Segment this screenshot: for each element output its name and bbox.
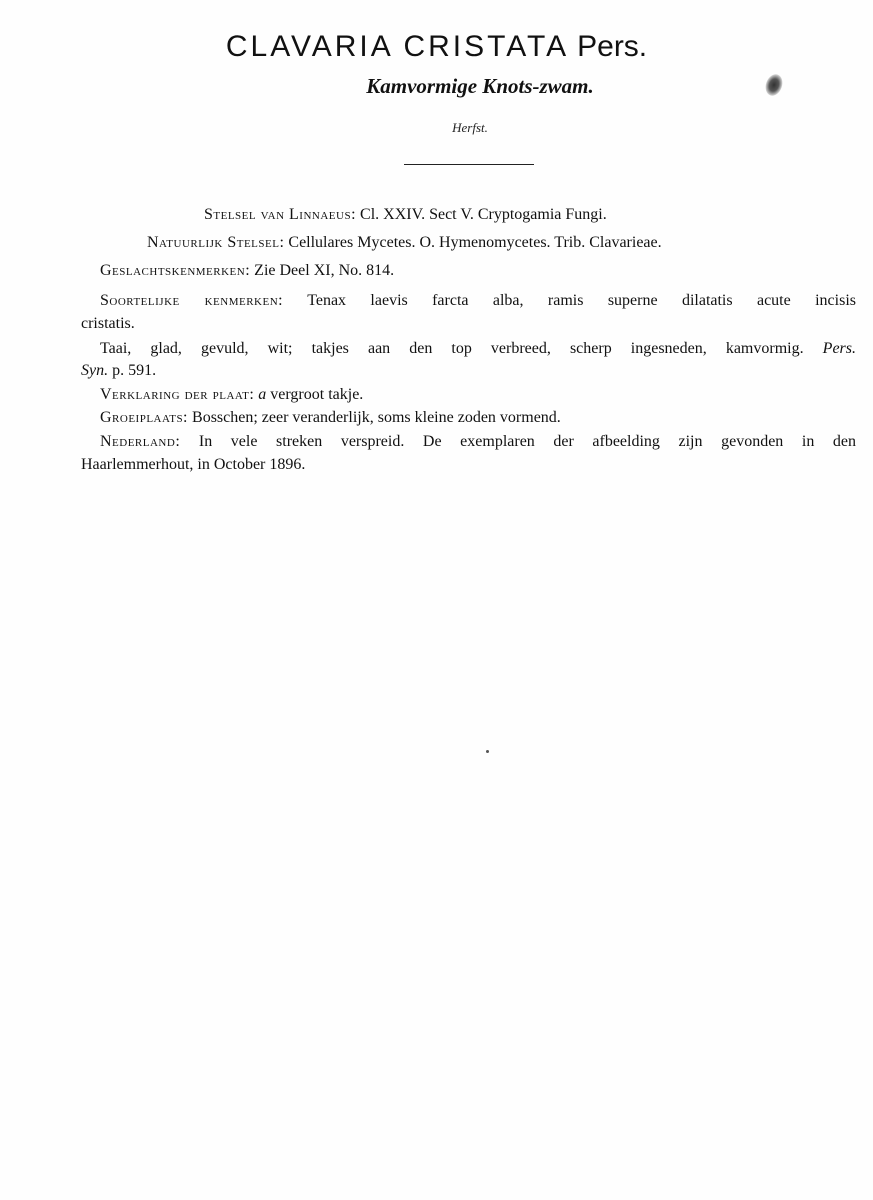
taai-ref-2: Syn.: [81, 362, 109, 379]
neder-value-1: In vele streken verspreid. De exemplaren der afbeelding zijn gevonden in den: [198, 433, 857, 450]
natuurlijk-line: [147, 234, 662, 252]
geslacht-line: [100, 262, 394, 280]
linnaeus-line: [204, 206, 607, 224]
linnaeus-label: Stelsel van Linnaeus:: [204, 206, 357, 223]
page-title: [0, 30, 873, 64]
common-name: Kamvormige Knots-zwam.: [366, 74, 594, 98]
neder-label: Nederland:: [100, 433, 181, 450]
taai-text-2: p. 591.: [112, 362, 157, 379]
species-name: CLAVARIA CRISTATA: [225, 30, 570, 63]
groei-value: Bosschen; zeer veranderlijk, soms kleine zoden vormend.: [192, 409, 561, 426]
linnaeus-value: Cl. XXIV. Sect V. Cryptogamia Fungi.: [360, 206, 607, 223]
verklaring-letter: a: [258, 386, 267, 403]
neder-line-2: Haarlemmerhout, in October 1896.: [81, 456, 306, 473]
verklaring-value: vergroot takje.: [270, 386, 364, 403]
soort-label: Soortelijke kenmerken:: [100, 292, 284, 309]
geslacht-label: Geslachtskenmerken:: [100, 262, 251, 279]
natuurlijk-label: Natuurlijk Stelsel:: [147, 234, 285, 251]
soort-line-2: cristatis.: [81, 315, 135, 332]
verklaring-line: [100, 386, 363, 404]
groei-label: Groeiplaats:: [100, 409, 189, 426]
taai-ref-1: Pers.: [822, 340, 856, 357]
taai-line-2: [81, 362, 156, 380]
groei-line: [100, 409, 561, 427]
verklaring-label: Verklaring der plaat:: [100, 386, 255, 403]
season-label: Herfst.: [452, 120, 488, 135]
neder-line-1: [100, 433, 856, 451]
geslacht-value: Zie Deel XI, No. 814.: [254, 262, 395, 279]
taai-line-1: [100, 340, 856, 358]
natuurlijk-value: Cellulares Mycetes. O. Hymenomycetes. Trib. Clavarieae.: [288, 234, 662, 251]
taai-text-1: Taai, glad, gevuld, wit; takjes aan den top verbreed, scherp ingesneden, kamvormig.: [100, 340, 804, 357]
divider-rule: [404, 164, 534, 165]
soort-value-1: Tenax laevis farcta alba, ramis superne dilatatis acute incisis: [307, 292, 856, 309]
soort-line-1: [100, 292, 856, 310]
species-author: Pers.: [577, 30, 648, 63]
stray-dot: [486, 750, 489, 753]
